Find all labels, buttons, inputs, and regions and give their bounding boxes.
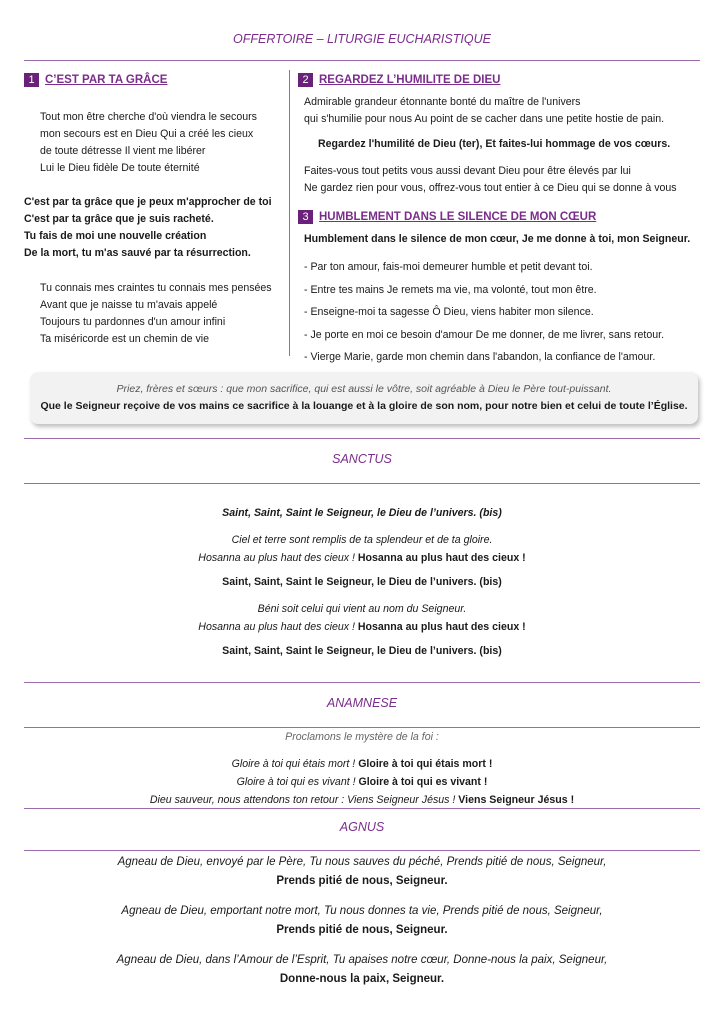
- chant2-verse2: [304, 163, 677, 197]
- chant1-verse2: [40, 280, 272, 348]
- verse-line: Béni soit celui qui vient au nom du Seigneur.: [257, 603, 467, 615]
- line-italic: Dieu sauveur, nous attendons ton retour : Viens Seigneur Jésus !: [149, 794, 459, 806]
- chant2-number: 2: [298, 73, 313, 87]
- agnus-response: Prends pitié de nous, Seigneur.: [276, 924, 448, 936]
- verse-line: Faites-vous tout petits vous aussi devant Dieu pour être élevés par lui: [304, 165, 631, 177]
- verse-line: - Entre tes mains Je remets ma vie, ma volonté, tout mon être.: [304, 283, 597, 296]
- verse-line: - Enseigne-moi ta sagesse Ô Dieu, viens habiter mon silence.: [304, 306, 594, 318]
- agnus-title: AGNUS: [339, 820, 385, 834]
- agnus-response: Donne-nous la paix, Seigneur.: [279, 973, 445, 985]
- sanctus-title: SANCTUS: [332, 452, 392, 466]
- verse-line: - Par ton amour, fais-moi demeurer humble et petit devant toi.: [304, 261, 593, 273]
- line-bold: Viens Seigneur Jésus !: [458, 794, 575, 806]
- sanctus-refrain-2: Saint, Saint, Saint le Seigneur, le Dieu de l’univers. (bis): [222, 576, 502, 588]
- verse-line: de toute détresse Il vient me libérer: [40, 145, 206, 157]
- divider: [24, 682, 700, 683]
- sanctus-refrain: [0, 507, 724, 519]
- verse-line: Toujours tu pardonnes d'un amour infini: [40, 316, 226, 328]
- chant1-heading: [24, 73, 167, 87]
- chant1-number: 1: [24, 73, 39, 87]
- refrain-line: De la mort, tu m'as sauvé par ta résurrection.: [24, 247, 251, 259]
- verse-line: Lui le Dieu fidèle De toute éternité: [40, 162, 200, 174]
- sanctus-verse2: [0, 600, 724, 636]
- hosanna-line: [0, 549, 724, 567]
- agnus-invocation: Agneau de Dieu, dans l’Amour de l’Esprit, Tu apaises notre cœur, Donne-nous la paix, Seigneur,: [116, 954, 608, 966]
- verse-line: Ciel et terre sont remplis de ta splendeur et de ta gloire.: [231, 534, 493, 546]
- sanctus-first: Saint, Saint, Saint le Seigneur, le Dieu de l’univers. (bis): [222, 507, 502, 519]
- chant1-title: C’EST PAR TA GRÂCE: [45, 74, 168, 86]
- anamnese-line: [0, 773, 724, 791]
- verse-line: mon secours est en Dieu Qui a créé les cieux: [40, 128, 254, 140]
- agnus-stanza-3: [0, 951, 724, 989]
- anamnese-line: [0, 791, 724, 809]
- chant3-title: HUMBLEMENT DANS LE SILENCE DE MON CŒUR: [319, 211, 597, 223]
- verse-line: Avant que je naisse tu m'avais appelé: [40, 299, 218, 311]
- anamnese-title: ANAMNESE: [326, 696, 398, 710]
- divider: [24, 727, 700, 728]
- hosanna-italic: Hosanna au plus haut des cieux !: [198, 621, 358, 633]
- chant2-title: REGARDEZ L’HUMILITE DE DIEU: [319, 74, 501, 86]
- anamnese-line: [0, 755, 724, 773]
- line-italic: Gloire à toi qui étais mort !: [231, 758, 359, 770]
- column-separator: [289, 70, 290, 356]
- divider: [24, 438, 700, 439]
- chant2-verse1: [304, 94, 664, 128]
- verse-line: Tu connais mes craintes tu connais mes pensées: [40, 282, 272, 294]
- hosanna-bold: Hosanna au plus haut des cieux !: [357, 621, 526, 633]
- refrain-line: Tu fais de moi une nouvelle création: [24, 230, 207, 242]
- divider: [24, 808, 700, 809]
- hosanna-italic: Hosanna au plus haut des cieux !: [198, 552, 358, 564]
- anamnese-intro: Proclamons le mystère de la foi :: [285, 731, 439, 743]
- sanctus-verse1: [0, 531, 724, 567]
- agnus-invocation: Agneau de Dieu, emportant notre mort, Tu nous donnes ta vie, Prends pitié de nous, Seigneur,: [121, 905, 603, 917]
- chant3-lines: [304, 256, 664, 369]
- agnus-response: Prends pitié de nous, Seigneur.: [276, 875, 448, 887]
- line-bold: Gloire à toi qui es vivant !: [358, 776, 488, 788]
- chant2-heading: [298, 73, 500, 87]
- people-response: Que le Seigneur reçoive de vos mains ce sacrifice à la louange et à la gloire de son nom, pour notre bien et celui de toute l’Église.: [40, 400, 688, 412]
- divider: [24, 60, 700, 61]
- agnus-invocation: Agneau de Dieu, envoyé par le Père, Tu nous sauves du péché, Prends pitié de nous, Seigneur,: [117, 856, 607, 868]
- line-italic: Gloire à toi qui es vivant !: [236, 776, 359, 788]
- divider: [24, 483, 700, 484]
- verse-line: - Vierge Marie, garde mon chemin dans l'abandon, la confiance de l'amour.: [304, 351, 656, 363]
- chant2-refrain: Regardez l'humilité de Dieu (ter), Et faites-lui hommage de vos cœurs.: [318, 138, 671, 150]
- verse-line: Ta miséricorde est un chemin de vie: [40, 333, 209, 345]
- chant1-verse1: [40, 109, 257, 177]
- verse-line: Tout mon être cherche d'où viendra le secours: [40, 111, 257, 123]
- priest-prayer: Priez, frères et sœurs : que mon sacrifice, qui est aussi le vôtre, soit agréable à Dieu le Père tout-puissant.: [116, 383, 612, 395]
- chant3-heading: [298, 210, 596, 224]
- verse-line: Admirable grandeur étonnante bonté du maître de l'univers: [304, 96, 581, 108]
- refrain-line: C'est par ta grâce que je suis racheté.: [24, 213, 214, 225]
- chant3-number: 3: [298, 210, 313, 224]
- chant3-refrain: Humblement dans le silence de mon cœur, Je me donne à toi, mon Seigneur.: [304, 233, 691, 245]
- divider: [24, 850, 700, 851]
- prayer-box: [30, 372, 698, 424]
- verse-line: - Je porte en moi ce besoin d'amour De me donner, de me livrer, sans retour.: [304, 328, 665, 341]
- offertory-title: OFFERTOIRE – LITURGIE EUCHARISTIQUE: [233, 32, 491, 46]
- agnus-stanza-2: [0, 902, 724, 940]
- verse-line: qui s'humilie pour nous Au point de se cacher dans une petite hostie de pain.: [304, 113, 665, 125]
- hosanna-bold: Hosanna au plus haut des cieux !: [357, 552, 526, 564]
- verse-line: Ne gardez rien pour vous, offrez-vous tout entier à ce Dieu qui se donne à vous: [304, 182, 677, 194]
- line-bold: Gloire à toi qui étais mort !: [358, 758, 493, 770]
- hosanna-line: [0, 618, 724, 636]
- sanctus-refrain-3: Saint, Saint, Saint le Seigneur, le Dieu de l’univers. (bis): [222, 645, 502, 657]
- chant1-refrain: [24, 194, 272, 262]
- refrain-line: C'est par ta grâce que je peux m'approcher de toi: [24, 196, 272, 208]
- agnus-stanza-1: [0, 853, 724, 891]
- anamnese-lines: [0, 755, 724, 809]
